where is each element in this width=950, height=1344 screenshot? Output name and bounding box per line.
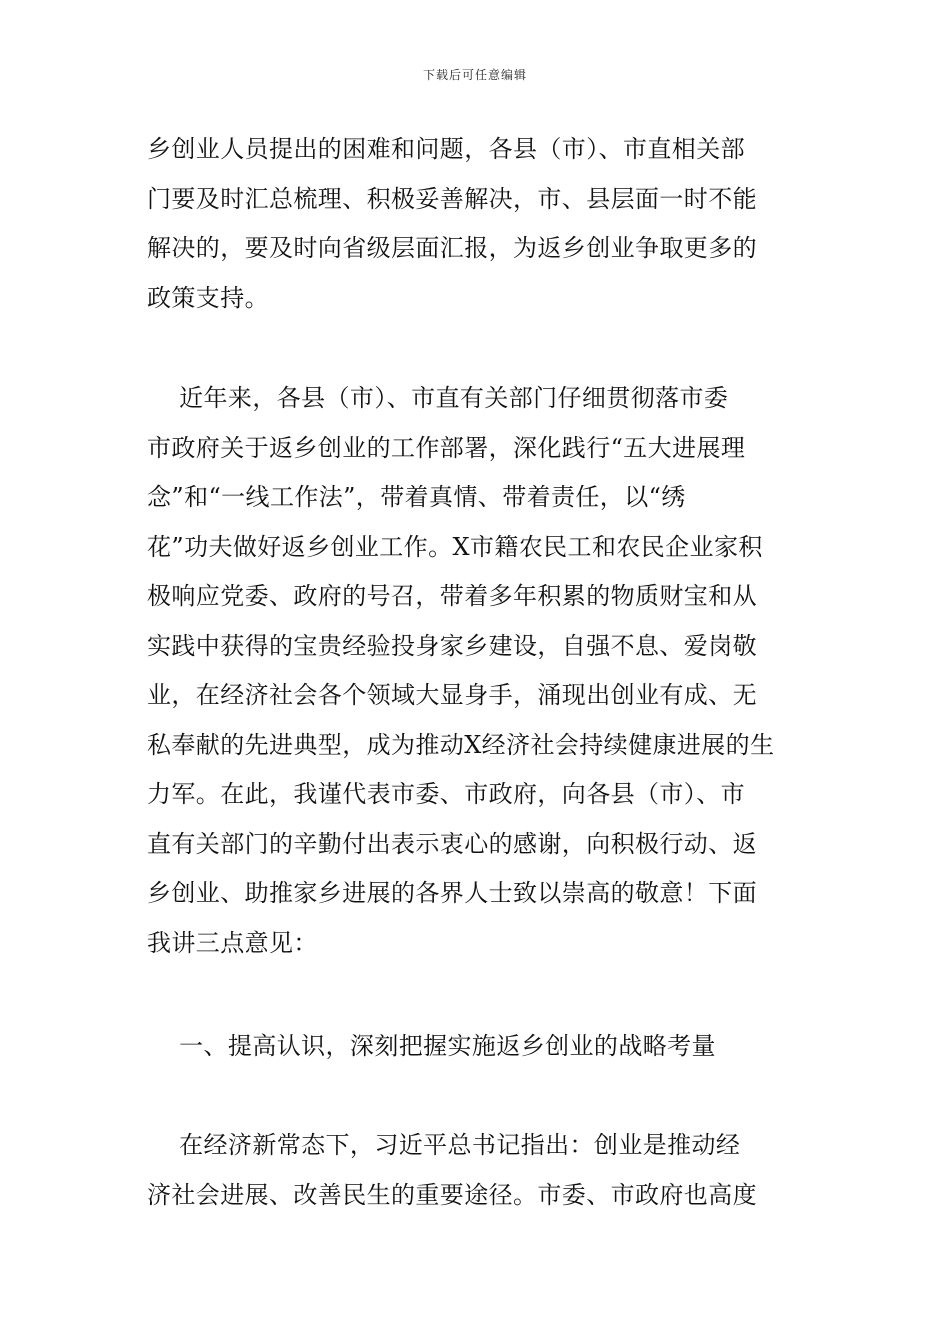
paragraph-1 bbox=[147, 125, 807, 323]
text-line: 乡创业、助推家乡进展的各界人士致以崇高的敬意！下面 bbox=[147, 879, 757, 907]
text-line: 业，在经济社会各个领域大显身手，涌现出创业有成、无 bbox=[147, 681, 757, 709]
text-line: 近年来，各县（市）、市直有关部门仔细贯彻落市委 bbox=[147, 384, 729, 412]
text-line: 政策支持。 bbox=[147, 283, 269, 312]
text-line: 我讲三点意见： bbox=[147, 928, 318, 957]
text-line: 念”和“一线工作法”，带着真情、带着责任，以“绣 bbox=[147, 483, 686, 511]
text-line: 直有关部门的辛勤付出表示衷心的感谢，向积极行动、返 bbox=[147, 829, 757, 858]
text-line: 门要及时汇总梳理、积极妥善解决，市、县层面一时不能 bbox=[147, 184, 757, 213]
heading-line: 一、提高认识，深刻把握实施返乡创业的战略考量 bbox=[147, 1032, 716, 1060]
paragraph-3 bbox=[147, 1121, 807, 1220]
text-line: 花”功夫做好返乡创业工作。X市籍农民工和农民企业家积 bbox=[147, 532, 763, 561]
text-line: 济社会进展、改善民生的重要途径。市委、市政府也高度 bbox=[147, 1180, 757, 1209]
text-line: 乡创业人员提出的困难和问题，各县（市）、市直相关部 bbox=[147, 135, 745, 163]
header-note: 下载后可任意编辑 bbox=[422, 68, 527, 82]
text-line: 极响应党委、政府的号召，带着多年积累的物质财宝和从 bbox=[147, 582, 757, 610]
text-line: 力军。在此，我谨代表市委、市政府，向各县（市）、市 bbox=[147, 780, 745, 808]
text-line: 解决的，要及时向省级层面汇报，为返乡创业争取更多的 bbox=[147, 234, 757, 262]
text-line: 在经济新常态下，习近平总书记指出：创业是推动经 bbox=[147, 1131, 741, 1159]
text-line: 私奉献的先进典型，成为推动X经济社会持续健康进展的生 bbox=[147, 730, 775, 759]
paragraph-2 bbox=[147, 374, 807, 968]
text-line: 实践中获得的宝贵经验投身家乡建设，自强不息、爱岗敬 bbox=[147, 631, 757, 660]
section-heading bbox=[147, 1022, 807, 1072]
text-line: 市政府关于返乡创业的工作部署，深化践行“五大进展理 bbox=[147, 433, 746, 462]
